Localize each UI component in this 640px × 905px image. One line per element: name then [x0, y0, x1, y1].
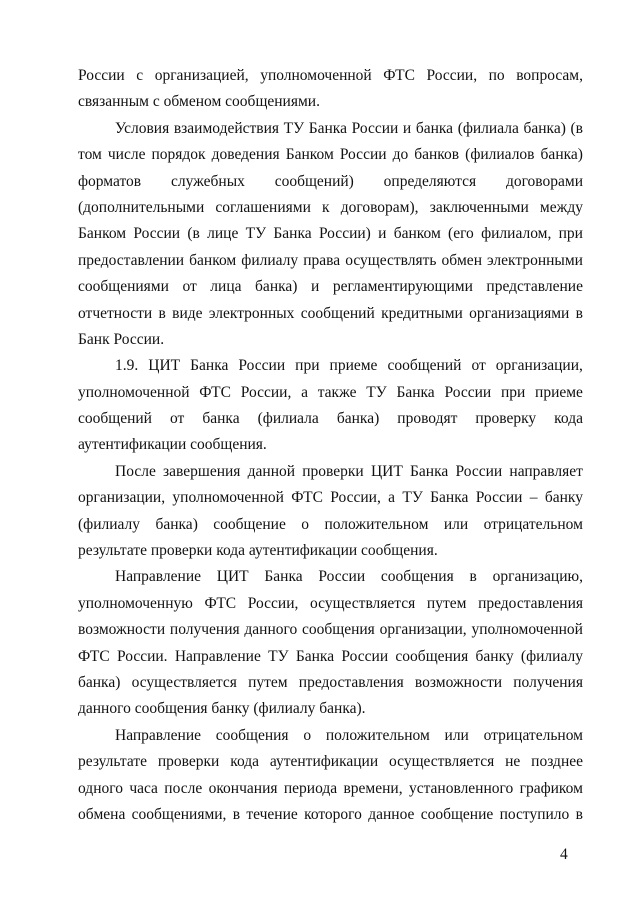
word: ФТС: [291, 489, 323, 507]
word: России: [341, 647, 389, 665]
word: сообщениями: [78, 278, 169, 296]
word: России: [475, 489, 523, 507]
word: (филиала: [257, 410, 319, 428]
text-line: данного сообщения банку (филиалу банка).: [78, 700, 366, 718]
word: Банка: [264, 568, 303, 586]
word: сообщений: [78, 410, 152, 428]
word: уполномоченную: [78, 594, 193, 612]
word: позднее: [531, 753, 583, 771]
word: к: [322, 198, 330, 216]
word: России: [455, 462, 503, 480]
text-line: [78, 406, 583, 432]
word: (филиалу: [78, 515, 141, 533]
word: (филиалу: [520, 647, 583, 665]
word: в: [469, 568, 477, 586]
word: сообщения: [380, 568, 454, 586]
word: сообщения: [215, 726, 289, 744]
text-line: [78, 63, 583, 89]
word: а: [301, 383, 308, 401]
word: банка): [540, 146, 583, 164]
word: осуществлять: [345, 251, 437, 269]
word: обмен: [441, 251, 482, 269]
word: в: [575, 304, 583, 322]
word: и: [310, 278, 320, 296]
word: осуществляется: [131, 673, 237, 691]
word: взаимодействия: [173, 119, 280, 137]
word: лице: [207, 225, 239, 243]
text-line: [78, 169, 583, 195]
word: России.: [116, 647, 168, 665]
word: не: [505, 753, 521, 771]
word: (филиала: [457, 119, 519, 137]
text-line: [78, 749, 583, 775]
word: форматов: [78, 172, 142, 190]
word: организации,: [379, 621, 467, 639]
text-line: [78, 776, 583, 802]
text-line: [78, 221, 583, 247]
word: России,: [247, 594, 299, 612]
word: Банка: [273, 225, 312, 243]
word: сообщение: [420, 805, 494, 823]
word: банком: [189, 251, 237, 269]
text-line: Банк России.: [78, 330, 165, 348]
word: России): [318, 225, 371, 243]
word: кредитными: [381, 304, 463, 322]
word: о: [303, 726, 312, 744]
text-line: [78, 512, 583, 538]
word: организацию,: [492, 568, 583, 586]
word: филиалу: [241, 251, 299, 269]
word: данное: [368, 805, 415, 823]
text-line: [78, 195, 583, 221]
word: –: [529, 489, 538, 507]
word: Банка: [190, 357, 229, 375]
text-line: [78, 116, 583, 142]
word: в: [575, 805, 583, 823]
word: лица: [210, 278, 242, 296]
word: После: [115, 462, 156, 480]
word: которого: [304, 805, 362, 823]
word: от: [182, 278, 197, 296]
word: организациями: [469, 304, 570, 322]
text-line: [78, 564, 583, 590]
word: или: [444, 726, 469, 744]
word: России,: [240, 383, 292, 401]
word: Банком: [285, 146, 334, 164]
word: Направление: [174, 647, 261, 665]
word: организацией,: [154, 67, 249, 84]
word: виде: [172, 304, 203, 322]
word: возможности: [78, 621, 166, 639]
word: банка: [202, 410, 240, 428]
word: отчетности: [78, 304, 153, 322]
word: аутентификации: [269, 753, 379, 771]
word: уполномоченной: [471, 621, 583, 639]
word: путем: [248, 673, 288, 691]
word: обмена: [78, 805, 126, 823]
text-line: [78, 485, 583, 511]
word: приеме: [329, 357, 378, 375]
word: ТУ: [268, 647, 289, 665]
word: с: [136, 67, 144, 84]
word: 1.9.: [115, 357, 139, 375]
word: сообщения: [302, 621, 375, 639]
word: до: [392, 146, 409, 164]
word: отрицательном: [483, 515, 583, 533]
word: ТУ: [245, 225, 267, 243]
word: сообщений): [274, 172, 354, 190]
word: (в: [187, 225, 200, 243]
word: порядок: [151, 146, 206, 164]
word: осуществляется: [310, 594, 416, 612]
word: приеме: [535, 383, 583, 401]
word: установленного: [408, 779, 514, 797]
word: в: [232, 805, 241, 823]
word: банка: [415, 119, 454, 137]
word: России: [238, 357, 286, 375]
text-line: [78, 274, 583, 300]
word: банка): [336, 410, 380, 428]
word: сообщениями,: [131, 805, 227, 823]
word: России,: [426, 67, 478, 84]
word: том: [78, 146, 102, 164]
word: ФТС: [199, 383, 231, 401]
word: периода: [283, 779, 338, 797]
word: России,: [330, 489, 381, 507]
word: между: [539, 198, 583, 216]
text-line: [78, 670, 583, 696]
text-line: [78, 644, 583, 670]
word: (в: [570, 119, 583, 137]
word: Банком: [78, 225, 127, 243]
word: вопросам,: [516, 67, 583, 84]
word: России: [444, 383, 492, 401]
word: России: [339, 146, 387, 164]
word: (дополнительными: [78, 198, 205, 216]
word: Банка: [308, 119, 347, 137]
word: графиком: [519, 779, 583, 797]
word: регламентирующими: [332, 278, 473, 296]
word: Банка: [396, 383, 435, 401]
word: организации,: [495, 357, 583, 375]
text-line: [78, 380, 583, 406]
word: ФТС: [78, 647, 110, 665]
word: окончания: [208, 779, 278, 797]
word: электронными: [487, 251, 583, 269]
word: банка): [523, 119, 566, 137]
text-line: [78, 353, 583, 379]
word: течение: [246, 805, 298, 823]
word: ЦИТ: [148, 357, 181, 375]
word: банка): [78, 673, 121, 691]
word: предоставления: [478, 594, 583, 612]
word: ТУ: [283, 119, 305, 137]
word: (его: [448, 225, 474, 243]
word: положительном: [324, 515, 429, 533]
word: заключенными: [429, 198, 529, 216]
word: доведения: [211, 146, 280, 164]
word: определяются: [383, 172, 477, 190]
word: уполномоченной: [172, 489, 284, 507]
word: Направление: [115, 568, 201, 586]
text-line: [78, 723, 583, 749]
word: ЦИТ: [216, 568, 249, 586]
word: банку: [475, 647, 514, 665]
word: Банка: [430, 489, 469, 507]
text-line: [78, 591, 583, 617]
word: направляет: [509, 462, 583, 480]
text-line: [78, 617, 583, 643]
word: отрицательном: [483, 726, 583, 744]
page-number: 4: [560, 846, 568, 863]
word: а: [388, 489, 396, 507]
word: и: [378, 225, 387, 243]
word: после: [164, 779, 203, 797]
word: кода: [554, 410, 583, 428]
word: предоставлении: [78, 251, 185, 269]
text-line: аутентификации сообщения.: [78, 436, 267, 454]
word: получения: [169, 621, 240, 639]
word: электронных: [208, 304, 295, 322]
word: ФТС: [204, 594, 237, 612]
word: договорам),: [340, 198, 419, 216]
word: также: [317, 383, 357, 401]
word: проверку: [475, 410, 537, 428]
word: положительном: [325, 726, 430, 744]
word: банком: [393, 225, 441, 243]
word: данного: [244, 621, 298, 639]
word: банка): [255, 278, 298, 296]
word: времени,: [343, 779, 403, 797]
text-line: [78, 142, 583, 168]
word: часа: [129, 779, 158, 797]
word: при: [295, 357, 320, 375]
word: путем: [426, 594, 467, 612]
word: организации,: [78, 489, 166, 507]
text-line: [78, 301, 583, 327]
word: о: [301, 515, 310, 533]
text-line: связанным с обменом сообщениями.: [78, 93, 320, 111]
word: сообщения: [395, 647, 469, 665]
word: или: [443, 515, 469, 533]
word: сообщений: [387, 357, 462, 375]
word: одного: [78, 779, 123, 797]
word: проверки: [157, 753, 220, 771]
word: (филиалов: [465, 146, 535, 164]
word: России: [318, 568, 366, 586]
text-line: [78, 248, 583, 274]
word: ТУ: [366, 383, 387, 401]
word: сообщение: [213, 515, 286, 533]
word: завершения: [163, 462, 241, 480]
word: при: [500, 383, 526, 401]
word: России: [133, 225, 181, 243]
word: от: [170, 410, 185, 428]
word: проводят: [397, 410, 458, 428]
word: предоставления: [298, 673, 404, 691]
word: ТУ: [402, 489, 423, 507]
text-line: [78, 459, 583, 485]
word: ЦИТ: [370, 462, 403, 480]
word: возможности: [414, 673, 503, 691]
word: Банка: [410, 462, 449, 480]
word: при: [558, 225, 583, 243]
text-line: [78, 802, 583, 828]
document-body: [78, 63, 583, 828]
word: по: [488, 67, 505, 84]
word: результате: [78, 753, 147, 771]
word: Банка: [295, 647, 335, 665]
word: банков: [414, 146, 460, 164]
word: Направление: [115, 726, 201, 744]
word: банка): [155, 515, 198, 533]
text-line: результате проверки кода аутентификации сообщения.: [78, 542, 438, 560]
word: кода: [230, 753, 260, 771]
word: осуществляется: [389, 753, 495, 771]
word: от: [471, 357, 486, 375]
word: России: [78, 67, 125, 84]
word: России: [351, 119, 399, 137]
word: договорами: [505, 172, 583, 190]
word: сообщений: [300, 304, 375, 322]
word: банку: [544, 489, 583, 507]
word: служебных: [170, 172, 245, 190]
word: филиалом,: [481, 225, 552, 243]
word: проверки: [302, 462, 364, 480]
word: права: [303, 251, 341, 269]
word: уполномоченной: [260, 67, 372, 84]
word: ФТС: [383, 67, 415, 84]
word: и: [402, 119, 412, 137]
word: Условия: [115, 119, 170, 137]
word: получения: [513, 673, 583, 691]
word: уполномоченной: [78, 383, 190, 401]
word: соглашениями: [215, 198, 311, 216]
word: данной: [247, 462, 296, 480]
word: представление: [486, 278, 583, 296]
word: в: [158, 304, 166, 322]
word: числе: [107, 146, 146, 164]
word: поступило: [499, 805, 570, 823]
